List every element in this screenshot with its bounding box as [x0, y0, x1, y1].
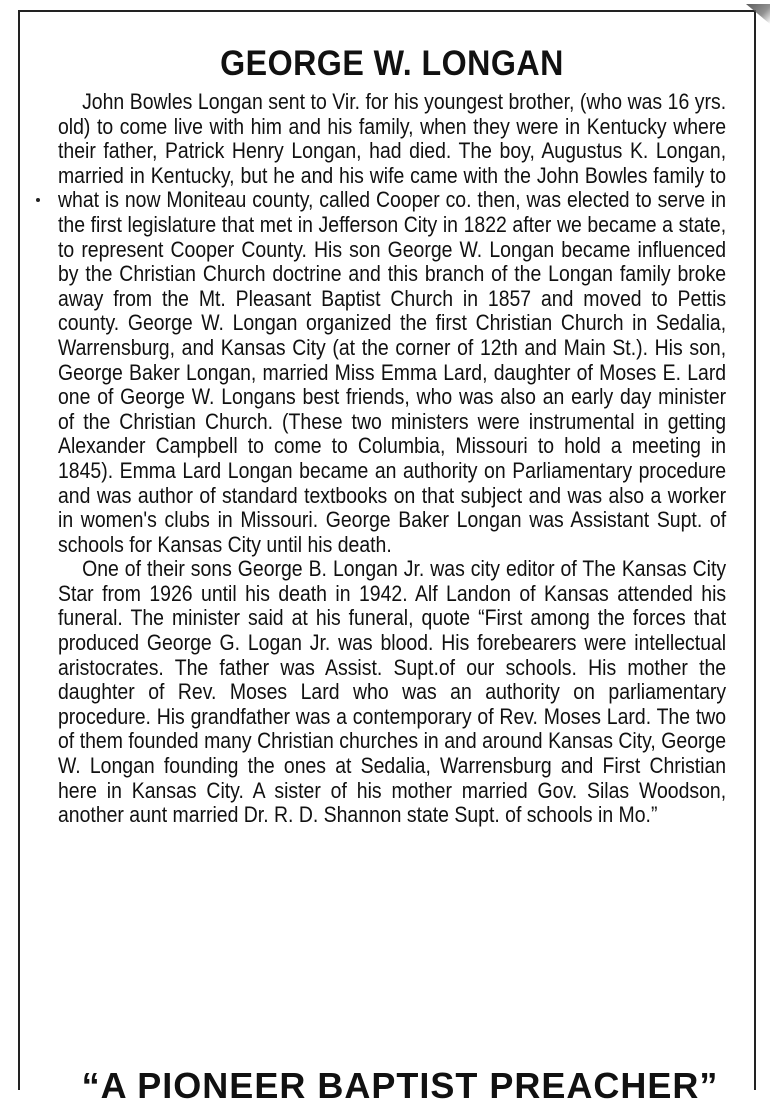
article — [58, 42, 726, 828]
article-title: GEORGE W. LONGAN — [220, 44, 564, 83]
scan-speck — [36, 198, 40, 202]
article-paragraph-2: One of their sons George B. Longan Jr. was city editor of The Kansas City Star from 1926 until his death in 1942. Alf Landon of Kansas attended his funeral. The minister said at his funeral, quote “First among the forces that produced George G. Logan Jr. was blood. His forebearers were intellectual aristocrates. The father was Assist. Supt.of our schools. His mother the daughter of Rev. Moses Lard who was an authority on parliamentary procedure. His grandfather was a contemporary of Rev. Moses Lard. The two of them founded many Christian churches in and around Kansas City, George W. Longan founding the ones at Sedalia, Warrensburg and First Christian here in Kansas City. A sister of his mother married Gov. Silas Woodson, another aunt married Dr. R. D. Shannon state Supt. of schools in Mo.” — [58, 556, 727, 828]
next-article-headline: “A PIONEER BAPTIST PREACHER” — [81, 1065, 719, 1106]
article-paragraph-1: John Bowles Longan sent to Vir. for his youngest brother, (who was 16 yrs. old) to come live with him and his family, when they were in Kentucky where their father, Patrick Henry Longan, had died. The boy, Augustus K. Longan, married in Kentucky, but he and his wife came with the John Bowles family to what is now Moniteau county, called Cooper co. then, was elected to serve in the first legislature that met in Jefferson City in 1822 after we became a state, to represent Cooper County. His son George W. Longan became influenced by the Christian Church doctrine and this branch of the Longan family broke away from the Mt. Pleasant Baptist Church in 1857 and moved to Pettis county. George W. Longan organized the first Christian Church in Sedalia, Warrensburg, and Kansas City (at the corner of 12th and Main St.). His son, George Baker Longan, married Miss Emma Lard, daughter of Moses E. Lard one of George W. Longans best friends, who was also an early day minister of the Christian Church. (These two ministers were instrumental in getting Alexander Campbell to come to Columbia, Missouri to hold a meeting in 1845). Emma Lard Longan became an authority on Parliamentary procedure and was author of standard textbooks on that subject and was also a worker in women's clubs in Missouri. George Baker Longan was Assistant Supt. of schools for Kansas City until his death. — [58, 89, 727, 557]
